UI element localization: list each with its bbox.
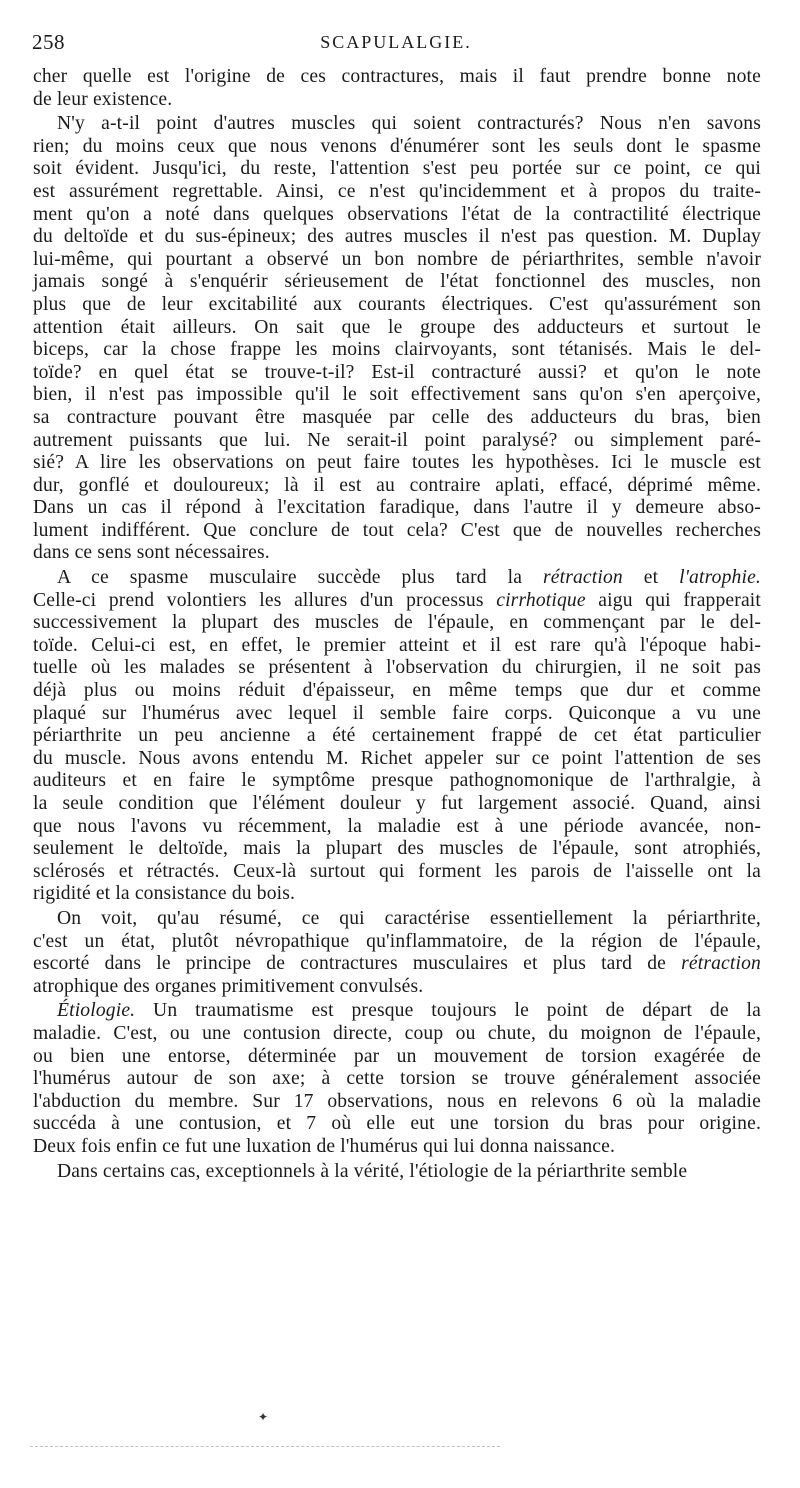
paragraph-etiology (33, 1000, 761, 1158)
text-line: On voit, qu'au résumé, ce qui caractérise essentiellement la périarthrite, (57, 907, 761, 929)
page-number: 258 (32, 30, 65, 54)
text-line: atrophique des organes primitivement convulsés. (33, 975, 424, 997)
text-line: seulement le deltoïde, mais la plupart des muscles de l'épaule, sont atrophiés, (33, 838, 761, 860)
text-line: ou bien une entorse, déterminée par un mouvement de torsion exagérée de (33, 1045, 761, 1067)
text-line: sa contracture pouvant être masquée par celle des adducteurs du bras, bien (33, 406, 761, 428)
text-line: maladie. C'est, ou une contusion directe, coup ou chute, du moignon de l'épaule, (33, 1022, 761, 1044)
text-line: du muscle. Nous avons entendu M. Richet appeler sur ce point l'attention de ses (33, 747, 761, 769)
text-line: l'abduction du membre. Sur 17 observations, nous en relevons 6 où la maladie (33, 1090, 761, 1112)
paragraph-summary (33, 908, 761, 998)
text-line: dans ce sens sont nécessaires. (33, 542, 270, 564)
text-line: Dans certains cas, exceptionnels à la vérité, l'étiologie de la périarthrite semble (57, 1160, 688, 1182)
text-line: jamais songé à s'enquérir sérieusement de l'état fonctionnel des muscles, non (33, 271, 761, 293)
paragraph-retraction (33, 567, 761, 906)
text-line: autrement puissants que lui. Ne serait-il point paralysé? ou simplement paré- (33, 429, 761, 451)
text-line: dur, gonflé et douloureux; là il est au contraire aplati, effacé, déprimé même. (33, 474, 761, 496)
text-line: successivement la plupart des muscles de l'épaule, en commençant par le del- (33, 612, 761, 634)
text-line: de leur existence. (33, 88, 173, 110)
text-line: A ce spasme musculaire succède plus tard la rétraction et l'atrophie. (57, 567, 761, 589)
text-line: auditeurs et en faire le symptôme presque pathognomonique de l'arthralgie, à (33, 770, 761, 792)
text-line: toïde? en quel état se trouve-t-il? Est-il contracturé aussi? et qu'on le note (33, 361, 761, 383)
text-line: plus que de leur excitabilité aux courants électriques. C'est qu'assurément son (33, 293, 761, 315)
text-line: plaqué sur l'humérus avec lequel il semble faire corps. Quiconque a vu une (33, 702, 761, 724)
text-line: déjà plus ou moins réduit d'épaisseur, en même temps que dur et comme (33, 680, 761, 702)
text-line: périarthrite un peu ancienne a été certainement frappé de cet état particulier (33, 725, 761, 747)
page-header (32, 30, 760, 56)
printer-ornament: ✦ (258, 1410, 269, 1424)
text-line: N'y a-t-il point d'autres muscles qui soient contracturés? Nous n'en savons (57, 113, 761, 135)
text-line: Deux fois enfin ce fut une luxation de l'humérus qui lui donna naissance. (33, 1135, 616, 1157)
body-text (33, 66, 761, 1183)
text-line: lui-même, qui pourtant a observé un bon nombre de périarthrites, semble n'avoir (33, 248, 761, 270)
paragraph-muscles (33, 113, 761, 565)
text-line: toïde. Celui-ci est, en effet, le premier atteint et il est rare qu'à l'époque habi- (33, 634, 761, 656)
text-line: sié? A lire les observations on peut faire toutes les hypothèses. Ici le muscle est (33, 452, 761, 474)
text-line: succéda à une contusion, et 7 où elle eut une torsion du bras pour origine. (33, 1113, 761, 1135)
text-line: biceps, car la chose frappe les moins clairvoyants, sont tétanisés. Mais le del- (33, 339, 761, 361)
text-line: rien; du moins ceux que nous venons d'énumérer sont les seuls dont le spasme (33, 135, 761, 157)
paragraph-continuation (33, 66, 761, 111)
text-line: Étiologie. Un traumatisme est presque toujours le point de départ de la (57, 1000, 761, 1022)
running-title: SCAPULALGIE. (320, 32, 472, 52)
text-line: du deltoïde et du sus-épineux; des autres muscles il n'est pas question. M. Duplay (33, 226, 761, 248)
text-line: cher quelle est l'origine de ces contractures, mais il faut prendre bonne note (33, 66, 761, 87)
text-line: que nous l'avons vu récemment, la maladie est à une période avancée, non- (33, 815, 761, 837)
text-line: l'humérus autour de son axe; à cette torsion se trouve généralement associée (33, 1068, 761, 1090)
text-line: lument indifférent. Que conclure de tout cela? C'est que de nouvelles recherches (33, 519, 761, 541)
text-line: escorté dans le principe de contractures musculaires et plus tard de rétraction (33, 953, 761, 975)
text-line: bien, il n'est pas impossible qu'il le soit effectivement sans qu'on s'en aperçoive, (33, 384, 761, 406)
text-line: Dans un cas il répond à l'excitation faradique, dans l'autre il y demeure abso- (33, 497, 761, 519)
text-line: est assurément regrettable. Ainsi, ce n'est qu'incidemment et à propos du traite- (33, 180, 761, 202)
text-line: ment qu'on a noté dans quelques observations l'état de la contractilité électrique (33, 203, 761, 225)
text-line: attention était ailleurs. On sait que le groupe des adducteurs et surtout le (33, 316, 761, 338)
text-line: tuelle où les malades se présentent à l'observation du chirurgien, il ne soit pas (33, 657, 761, 679)
text-line: sclérosés et rétractés. Ceux-là surtout qui forment les parois de l'aisselle ont la (33, 860, 761, 882)
text-line: rigidité et la consistance du bois. (33, 883, 296, 905)
text-line: c'est un état, plutôt névropathique qu'inflammatoire, de la région de l'épaule, (33, 930, 761, 952)
text-line: la seule condition que l'élément douleur y fut largement associé. Quand, ainsi (33, 793, 761, 814)
paragraph-exceptional-cases (33, 1161, 761, 1184)
text-line: soit évident. Jusqu'ici, du reste, l'attention s'est peu portée sur ce point, ce qui (33, 158, 761, 180)
text-line: Celle-ci prend volontiers les allures d'un processus cirrhotique aigu qui frapperait (33, 589, 761, 611)
footer-rule (30, 1446, 500, 1447)
